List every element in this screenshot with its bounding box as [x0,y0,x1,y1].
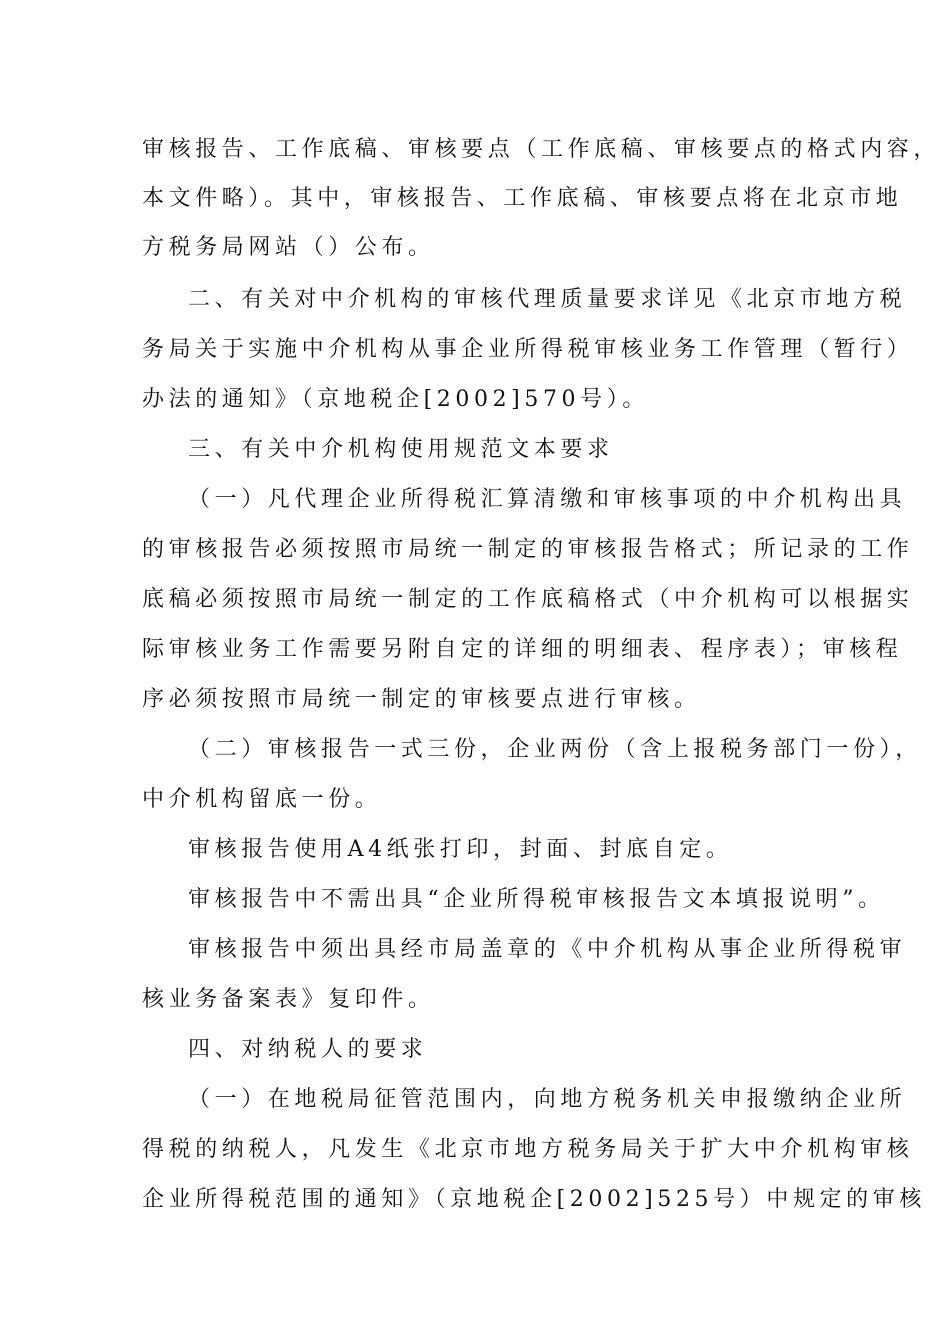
item-3-1-first-line: （一）凡代理企业所得税汇算清缴和审核事项的中介机构出具 [188,487,907,512]
item-3-2-first-line: （二）审核报告一式三份，企业两份（含上报税务部门一份）， [188,737,922,762]
text-line-9: 的审核报告必须按照市局统一制定的审核报告格式；所记录的工作 [142,537,914,562]
text-line-10: 底稿必须按照市局统一制定的工作底稿格式（中介机构可以根据实 [142,587,914,612]
text-line-14: 中介机构留底一份。 [142,787,382,812]
text-line-5: 务局关于实施中介机构从事企业所得税审核业务工作管理（暂行） [142,337,914,362]
text-line-22: 企业所得税范围的通知》（京地税企[2002]525号）中规定的审核 [142,1187,926,1212]
text-line-2: 本文件略）。其中，审核报告、工作底稿、审核要点将在北京市地 [142,186,903,211]
text-line-15: 审核报告使用A4纸张打印，封面、封底自定。 [188,837,733,862]
text-line-21: 得税的纳税人，凡发生《北京市地方税务局关于扩大中介机构审核 [142,1137,914,1162]
text-line-11: 际审核业务工作需要另附自定的详细的明细表、程序表）；审核程 [142,637,903,662]
section-3-heading: 三、有关中介机构使用规范文本要求 [188,437,614,462]
text-line-6: 办法的通知》（京地税企[2002]570号）。 [142,387,649,412]
text-line-3: 方税务局网站（）公布。 [142,235,435,260]
text-line-18: 核业务备案表》复印件。 [142,987,435,1012]
section-4-heading: 四、对纳税人的要求 [188,1037,428,1062]
text-line-16: 审核报告中不需出具“企业所得税审核报告文本填报说明”。 [188,887,885,912]
text-line-1: 审核报告、工作底稿、审核要点（工作底稿、审核要点的格式内容， [142,137,941,162]
section-2-heading-line: 二、有关对中介机构的审核代理质量要求详见《北京市地方税 [188,287,907,312]
item-4-1-first-line: （一）在地税局征管范围内，向地方税务机关申报缴纳企业所 [188,1087,907,1112]
text-line-12: 序必须按照市局统一制定的审核要点进行审核。 [142,687,701,712]
text-line-17: 审核报告中须出具经市局盖章的《中介机构从事企业所得税审 [188,937,907,962]
